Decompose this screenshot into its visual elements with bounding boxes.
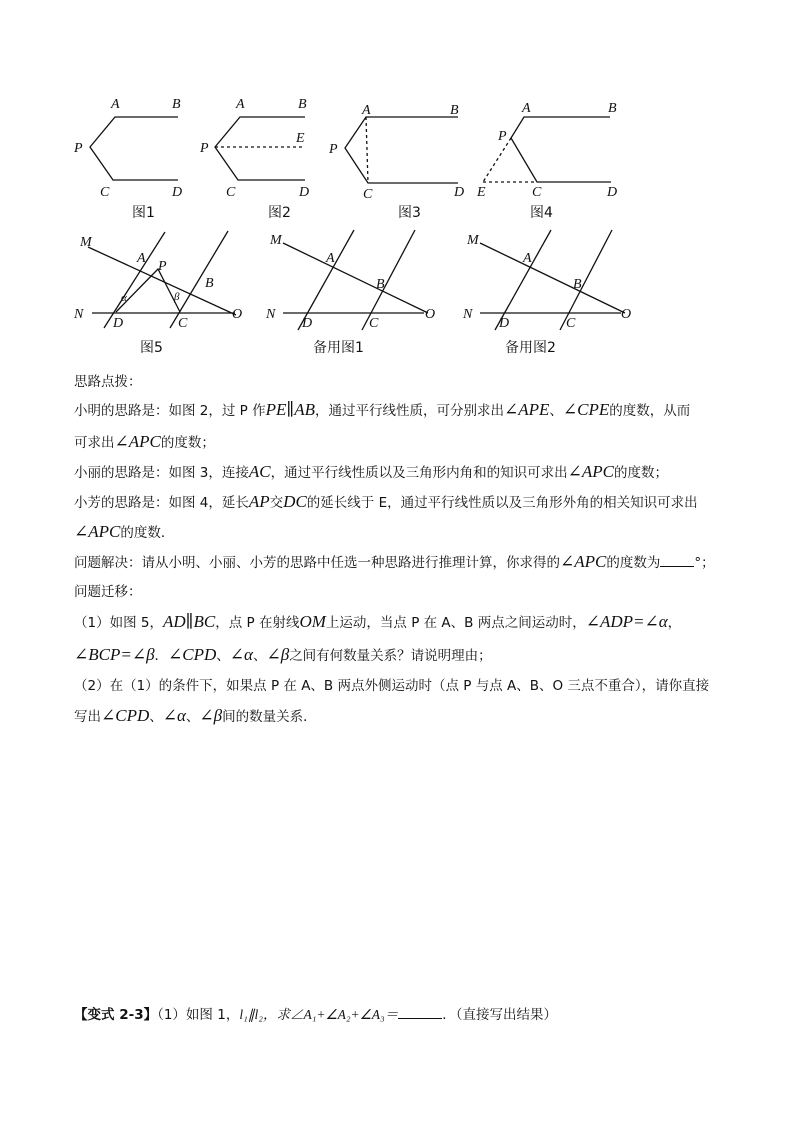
variant-label: 【变式 2-3】 [74, 1007, 158, 1023]
q2-line-2: 写出∠CPD、∠α、∠β间的数量关系． [74, 706, 317, 725]
label-n: N [266, 307, 276, 322]
label-c: C [100, 185, 110, 200]
label-n: N [463, 307, 473, 322]
label-b: B [376, 277, 385, 292]
label-d: D [454, 185, 465, 200]
ming-line-2: 可求出∠APC的度数； [74, 432, 215, 451]
fang-line-1: 小芳的思路是：如图 4，延长AP交DC的延长线于 E，通过平行线性质以及三角形外角的相关知识可求出 [74, 492, 698, 511]
label-p: P [498, 129, 507, 144]
caption-fig5: 图5 [140, 340, 163, 356]
figure-5 [88, 231, 236, 328]
q2-line-1: （2）在（1）的条件下，如果点 P 在 A、B 两点外侧运动时（点 P 与点 A、B、O 三点不重合），请你直接 [74, 678, 710, 694]
label-m: M [270, 233, 282, 248]
label-b: B [205, 276, 214, 291]
caption-fig3: 图3 [398, 205, 421, 221]
label-b: B [172, 97, 181, 112]
spare-figure-1 [283, 230, 428, 330]
label-o: O [425, 307, 436, 322]
label-e: E [477, 185, 486, 200]
figure-3 [345, 117, 458, 183]
figure-1 [90, 117, 178, 180]
label-d: D [172, 185, 183, 200]
q1-line-2: ∠BCP=∠β．∠CPD、∠α、∠β之间有何数量关系？请说明理由； [74, 645, 492, 664]
label-c: C [363, 187, 373, 202]
variant-answer-blank[interactable] [398, 1004, 442, 1019]
label-p: P [158, 259, 167, 274]
q1-line-1: （1）如图 5，AD∥BC，点 P 在射线OM上运动，当点 P 在 A、B 两点之间运动时，∠ADP=∠α， [74, 612, 682, 631]
caption-fig2: 图2 [268, 205, 291, 221]
label-d: D [607, 185, 618, 200]
label-d: D [113, 316, 124, 331]
spare-figure-2 [480, 230, 625, 330]
label-m: M [80, 235, 92, 250]
label-a: A [111, 97, 120, 112]
label-b: B [608, 101, 617, 116]
label-a: A [522, 101, 531, 116]
label-a: A [137, 251, 146, 266]
label-b: B [450, 103, 459, 118]
label-a: A [236, 97, 245, 112]
variant-line: 【变式 2-3】（1）如图 1，l₁∥l₂，求∠A₁+∠A₂+∠A₃＝ ．（直接写出结果） [74, 1004, 557, 1025]
label-o: O [621, 307, 632, 322]
caption-spare2: 备用图2 [505, 340, 556, 356]
label-e: E [296, 131, 305, 146]
label-a: A [523, 251, 532, 266]
figure-2 [215, 117, 305, 180]
label-c: C [532, 185, 542, 200]
label-a: A [326, 251, 335, 266]
label-n: N [74, 307, 84, 322]
fang-line-2: ∠APC的度数． [74, 522, 175, 541]
caption-spare1: 备用图1 [313, 340, 364, 356]
label-p: P [200, 141, 209, 156]
label-c: C [226, 185, 236, 200]
label-d: D [299, 185, 310, 200]
caption-fig4: 图4 [530, 205, 553, 221]
figures-area [0, 0, 800, 360]
transfer-title: 问题迁移： [74, 584, 142, 600]
label-b: B [298, 97, 307, 112]
label-alpha: α [121, 292, 127, 304]
label-c: C [566, 316, 576, 331]
label-p: P [74, 141, 83, 156]
solve-line: 问题解决：请从小明、小丽、小芳的思路中任选一种思路进行推理计算，你求得的∠APC的度数为 °； [74, 552, 715, 571]
label-c: C [369, 316, 379, 331]
li-line: 小丽的思路是：如图 3，连接AC，通过平行线性质以及三角形内角和的知识可求出∠APC的度数； [74, 462, 668, 481]
caption-fig1: 图1 [132, 205, 155, 221]
label-d: D [302, 316, 313, 331]
label-a: A [362, 103, 371, 118]
label-o: O [232, 307, 243, 322]
answer-blank[interactable] [660, 552, 694, 567]
label-p: P [329, 142, 338, 157]
ming-line-1: 小明的思路是：如图 2，过 P 作PE∥AB，通过平行线性质，可分别求出∠APE、∠CPE的度数，从而 [74, 400, 691, 419]
label-beta: β [174, 291, 180, 303]
label-m: M [467, 233, 479, 248]
label-d: D [499, 316, 510, 331]
hint-title: 思路点拨： [74, 374, 142, 390]
label-c: C [178, 316, 188, 331]
label-b: B [573, 277, 582, 292]
figure-4 [483, 117, 611, 182]
